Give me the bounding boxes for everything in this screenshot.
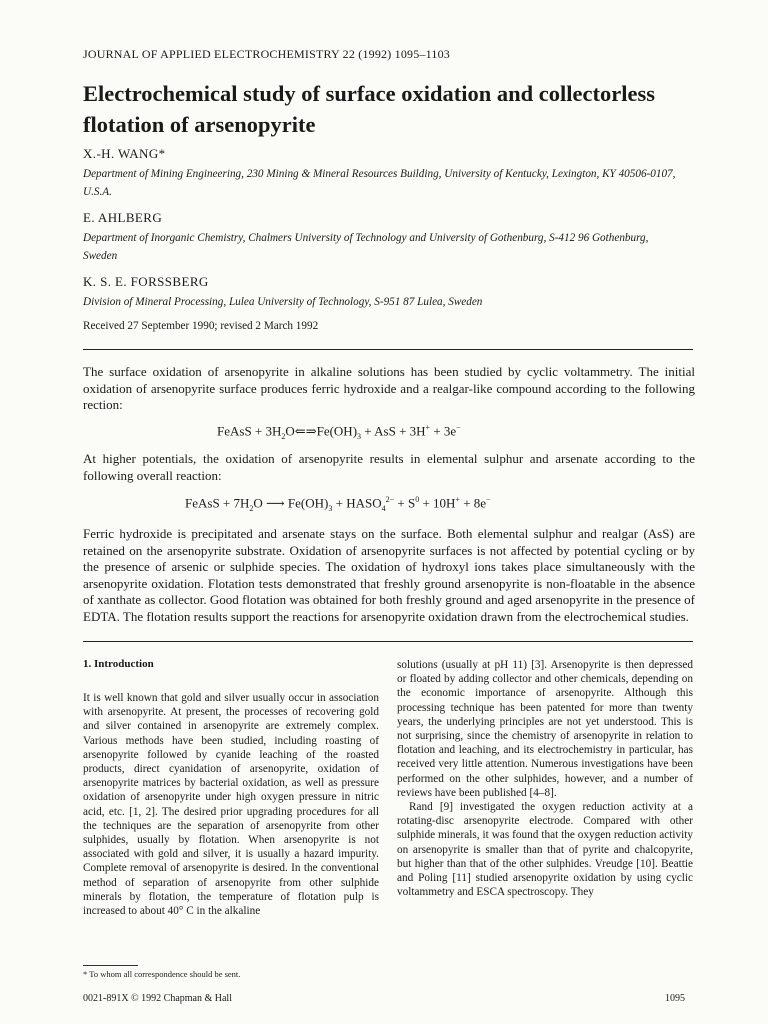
divider: [83, 641, 693, 642]
divider: [83, 349, 693, 350]
left-column: [83, 691, 379, 918]
body-paragraph: It is well known that gold and silver usually occur in association with arsenopyrite. At present, the processes of recovering gold and silver contained in arsenopyrite are extremely complex. Various methods have been studied, including roasting of arsenopyrite followed by cyanide leaching of the roasted products, direct cyanidation of arsenopyrite, oxidation of arsenopyrite matrices by bacterial oxidation, as well as pressure oxidation of arsenopyrite under high oxygen pressure in nitric acid, etc. [1, 2]. The desired prior upgrading procedures for all the techniques are the separation of arsenopyrite from other sulphides, usually by flotation. When arsenopyrite is not associated with gold and silver, it is usually a hazard impurity. Complete removal of arsenopyrite is desired. In the conventional method of separation of arsenopyrite from other sulphide minerals by flotation, the temperature of flotation pulp is increased to about 40° C in the alkaline: [83, 692, 379, 918]
author-name: X.-H. WANG*: [83, 146, 166, 161]
body-paragraph: solutions (usually at pH 11) [3]. Arsenopyrite is then depressed or floated by adding collector and other chemicals, depending on the economic importance of arsenopyrite. Although this processing technique has been patented for more than twenty years, the underlying principles are not yet understood. This is not surprising, since the chemistry of arsenopyrite in relation to flotation and leaching, and its electrochemistry in particular, has received very little attention. Numerous investigations have been performed on the other sulphides, however, and a number of reviews have been published [4–8].: [397, 659, 693, 799]
abstract: [83, 364, 695, 626]
author-affiliation: Department of Mining Engineering, 230 Mining & Mineral Resources Building, University of Kentucky, Lexington, KY 40506-0107, U.S.A.: [83, 168, 676, 198]
author-affiliation: Division of Mineral Processing, Lulea University of Technology, S-951 87 Lulea, Sweden: [83, 296, 483, 308]
author-affiliation: Department of Inorganic Chemistry, Chalmers University of Technology and University of Gothenburg, S-412 96 Gothenburg, Sweden: [83, 232, 649, 262]
right-column: [397, 658, 693, 899]
section-heading: 1. Introduction: [83, 658, 154, 670]
page-number: 1095: [665, 993, 685, 1004]
journal-header: JOURNAL OF APPLIED ELECTROCHEMISTRY 22 (1992) 1095–1103: [83, 47, 451, 61]
author-name: K. S. E. FORSSBERG: [83, 274, 209, 289]
author-name: E. AHLBERG: [83, 210, 163, 225]
footnote-rule: [83, 965, 138, 966]
body-paragraph: Rand [9] investigated the oxygen reduction activity at a rotating-disc arsenopyrite electrode. Compared with other sulphide minerals, it was found that the oxygen reduction activity on arsenopyrite is smaller than that of pyrite and chalcopyrite, but higher than that of the other sulphides. Vreudge [10]. Beattie and Poling [11] studied arsenopyrite oxidation by using cyclic voltammetry and ESCA spectroscopy. They: [397, 801, 693, 899]
abstract-paragraph: The surface oxidation of arsenopyrite in alkaline solutions has been studied by cyclic voltammetry. The initial oxidation of arsenopyrite surface produces ferric hydroxide and a realgar-like compound according to the following rection:: [83, 364, 695, 413]
issn-copyright: 0021-891X © 1992 Chapman & Hall: [83, 993, 232, 1004]
equation-2: FeAsS + $7H_2O$ ⟶ $Fe(OH)_3$ + $HASO_4^{2-} + S^0 + 10H^+ + 8e^-$: [185, 495, 491, 514]
paper-title: Electrochemical study of surface oxidation and collectorless flotation of arsenopyrite: [83, 81, 656, 137]
equation-1: FeAsS + $3H_2O⇐\Rightarrow Fe(OH)_3$ + AsS + 3H+ + 3e−: [217, 422, 461, 441]
abstract-paragraph: At higher potentials, the oxidation of arsenopyrite results in elemental sulphur and arsenate according to the following overall reaction:: [83, 451, 695, 483]
abstract-paragraph: Ferric hydroxide is precipitated and arsenate stays on the surface. Both elemental sulphur and realgar (AsS) are retained on the arsenopyrite substrate. Oxidation of arsenopyrite surfaces is not affected by potential cycling or by the presence of arsenic or sulphide species. The oxidation of hydroxyl ions takes place simultaneously with the arsenopyrite oxidation. Flotation tests demonstrated that freshly ground arsenopyrite is non-floatable in the absence of xanthate as collector. Good flotation was obtained for both freshly ground and aged arsenopyrite in the presence of EDTA. The flotation results support the reactions for arsenopyrite oxidation drawn from the electrochemical studies.: [83, 526, 695, 624]
footnote: * To whom all correspondence should be sent.: [83, 969, 241, 979]
received-date: Received 27 September 1990; revised 2 March 1992: [83, 320, 319, 332]
